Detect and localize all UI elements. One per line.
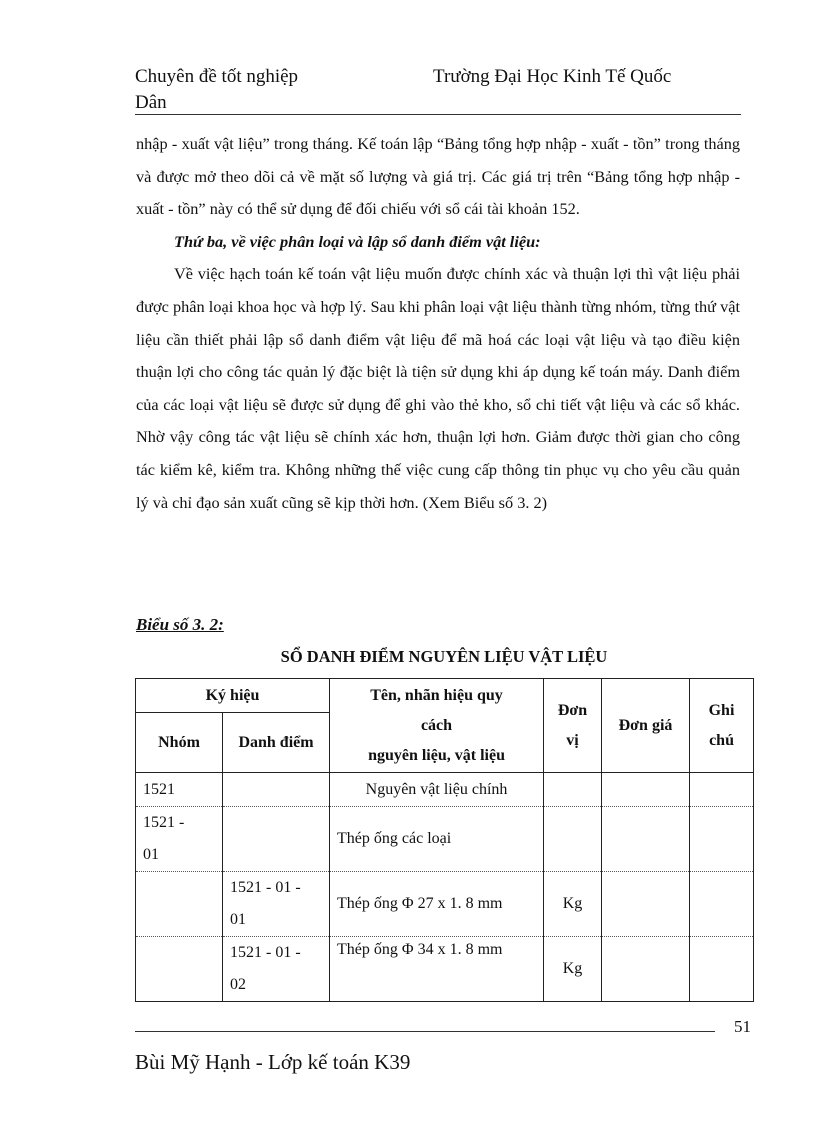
- header-continuation: Dân: [135, 92, 167, 113]
- cell-unit: [544, 807, 602, 872]
- header-unit: [544, 679, 602, 773]
- header-right: Trường Đại Học Kinh Tế Quốc: [433, 66, 672, 87]
- header-note-line-1: Ghi: [708, 701, 735, 719]
- cell-group: [136, 937, 223, 1002]
- document-body: [136, 128, 740, 519]
- cell-price: [602, 872, 690, 937]
- table-row: [136, 773, 754, 807]
- header-price: Đơn giá: [602, 679, 690, 773]
- cell-price: [602, 773, 690, 807]
- header-symbol: Ký hiệu: [136, 679, 330, 713]
- cell-unit: Kg: [544, 872, 602, 937]
- page-number: 51: [734, 1017, 751, 1036]
- header-name-line-2: cách: [420, 716, 453, 734]
- header-divider: [135, 114, 741, 115]
- cell-price: [602, 937, 690, 1002]
- cell-group: [136, 872, 223, 937]
- header-note: [690, 679, 754, 773]
- header-name: [330, 679, 544, 773]
- material-code-table: [135, 678, 754, 1002]
- footer-divider: [135, 1031, 715, 1032]
- cell-name: Thép ống Φ 34 x 1. 8 mm: [330, 937, 544, 1002]
- cell-note: [690, 872, 754, 937]
- cell-name: Thép ống các loại: [330, 807, 544, 872]
- paragraph-1: nhập - xuất vật liệu” trong tháng. Kế toán lập “Bảng tổng hợp nhập - xuất - tồn” trong tháng và được mở theo dõi cả về mặt số lượng và giá trị. Các giá trị trên “Bảng tổng hợp nhập - xuất - tồn” này có thể sử dụng để đối chiếu với sổ cái tài khoản 152.: [136, 134, 740, 219]
- cell-code: 1521 - 01 - 01: [223, 872, 330, 937]
- header-note-line-2: chú: [709, 731, 734, 749]
- cell-note: [690, 937, 754, 1002]
- table-row: [136, 937, 754, 1002]
- cell-name: Nguyên vật liệu chính: [330, 773, 544, 807]
- cell-name: Thép ống Φ 27 x 1. 8 mm: [330, 872, 544, 937]
- cell-unit: [544, 773, 602, 807]
- table-row: [136, 807, 754, 872]
- header-name-line-3: nguyên liệu, vật liệu: [368, 746, 505, 764]
- header-group: Nhóm: [136, 713, 223, 773]
- cell-note: [690, 807, 754, 872]
- header-left: Chuyên đề tốt nghiệp: [135, 66, 299, 87]
- header-name-line-1: Tên, nhãn hiệu quy: [370, 686, 503, 704]
- cell-code: [223, 773, 330, 807]
- header-unit-line-1: Đơn: [557, 701, 588, 719]
- cell-group: 1521: [136, 773, 223, 807]
- exhibit-label: Biểu số 3. 2:: [136, 615, 224, 634]
- section-heading: Thứ ba, về việc phân loại và lập sổ danh điểm vật liệu:: [174, 231, 541, 251]
- cell-note: [690, 773, 754, 807]
- footer-author: Bùi Mỹ Hạnh - Lớp kế toán K39: [135, 1050, 411, 1074]
- header-item-code: Danh điểm: [223, 713, 330, 773]
- table-row: [136, 872, 754, 937]
- cell-unit: Kg: [544, 937, 602, 1002]
- table-title: SỔ DANH ĐIỂM NGUYÊN LIỆU VẬT LIỆU: [280, 647, 608, 666]
- header-unit-line-2: vị: [566, 731, 579, 749]
- cell-price: [602, 807, 690, 872]
- cell-code: [223, 807, 330, 872]
- cell-group: 1521 - 01: [136, 807, 223, 872]
- paragraph-2: Về việc hạch toán kế toán vật liệu muốn được chính xác và thuận lợi thì vật liệu phải được phân loại khoa học và hợp lý. Sau khi phân loại vật liệu thành từng nhóm, từng thứ vật liệu cần thiết phải lập sổ danh điểm vật liệu để mã hoá các loại vật liệu và tạo điều kiện thuận lợi cho công tác quản lý đặc biệt là tiện sử dụng khi áp dụng kế toán máy. Danh điểm của các loại vật liệu sẽ được sử dụng để ghi vào thẻ kho, sổ chi tiết vật liệu và các sổ khác. Nhờ vậy công tác vật liệu sẽ chính xác hơn, thuận lợi hơn. Giảm được thời gian cho công tác kiểm kê, kiểm tra. Không những thế việc cung cấp thông tin phục vụ cho yêu cầu quản lý và chỉ đạo sản xuất cũng sẽ kịp thời hơn. (Xem Biểu số 3. 2): [136, 264, 740, 512]
- cell-code: 1521 - 01 - 02: [223, 937, 330, 1002]
